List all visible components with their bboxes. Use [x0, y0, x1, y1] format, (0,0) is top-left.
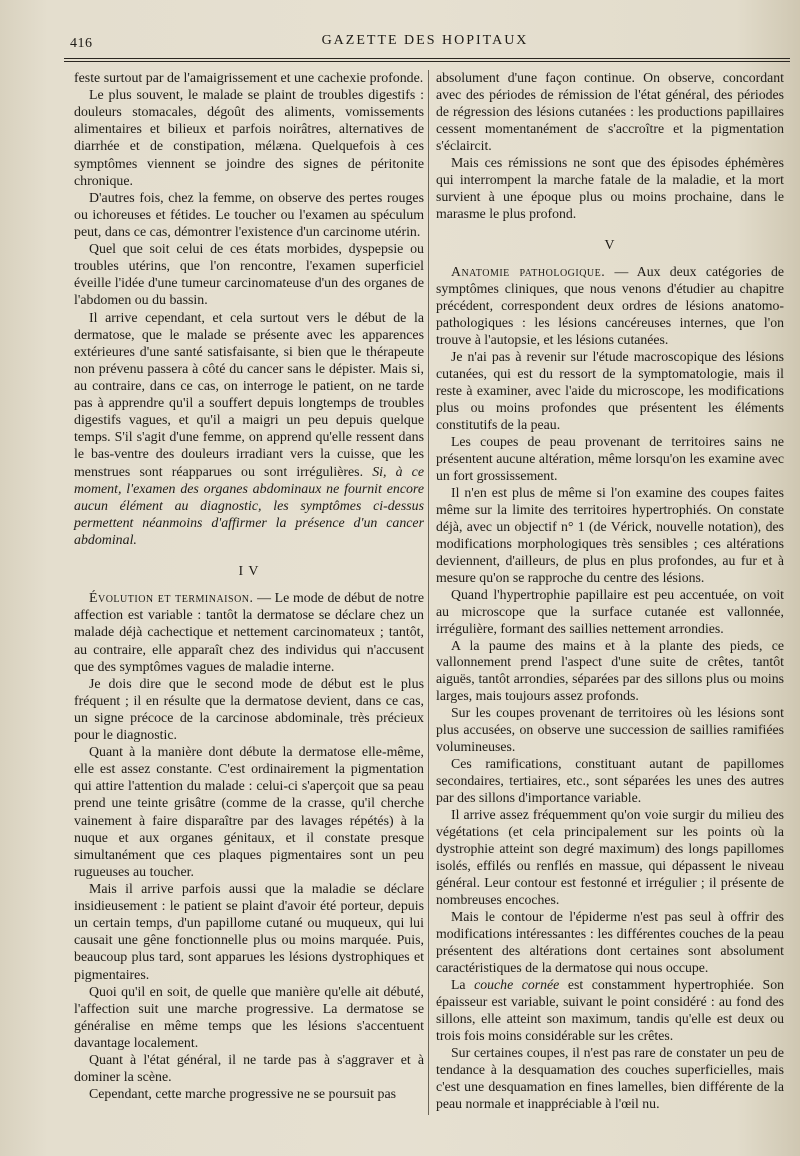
paragraph — [74, 310, 424, 550]
paragraph-text: — Aux deux catégories de symptômes cliniques, que nous venons d'étudier au chapitre précédent, correspondent deux ordres de lésions anatomo-pathologiques : les lésions cancéreuses internes, que l'on trouve à l'autopsie, et les lésions cutanées. — [436, 263, 785, 347]
paragraph: Je dois dire que le second mode de début est le plus fréquent ; il en résulte que la dermatose devient, dans ce cas, un signe précoce de la carcinose abdominale, très précieux pour le diagnostic. — [74, 676, 424, 744]
paragraph: Il n'en est plus de même si l'on examine des coupes faites même sur la limite des territoires hypertrophiés. On constate déjà, avec un objectif n° 1 (de Vérick, nouvelle notation), des modifications morphologiques très sensibles ; ces altérations deviennent, d'ailleurs, de plus en plus profondes, au fur et à mesure qu'on se rapproche du centre des lésions. — [436, 484, 784, 585]
paragraph: Mais ces rémissions ne sont que des épisodes éphémères qui interrompent la marche fatale de la maladie, et la mort survient à une époque plus ou moins prochaine, dans le marasme le plus profond. — [436, 154, 784, 221]
paragraph: Je n'ai pas à revenir sur l'étude macroscopique des lésions cutanées, qui est du ressort de la symptomatologie, mais il reste à examiner, avec l'aide du microscope, les modifications plus ou moins profondes que présentent les éléments constitutifs de la peau. — [436, 348, 784, 432]
paragraph: Le plus souvent, le malade se plaint de troubles digestifs : douleurs stomacales, dégoût des aliments, vomissements alimentaires et bilieux et parfois noirâtres, alternatives de diarrhée et de constipation, mélæna. Quelquefois à ces symptômes viennent se joindre des signes de péritonite chronique. — [74, 88, 424, 189]
paragraph: Mais il arrive parfois aussi que la maladie se déclare insidieusement : le patient se plaint d'avoir été porteur, depuis un certain temps, d'un papillome cutané ou muqueux, qui lui causait une gêne fonctionnelle plus ou moins marquée. Puis, beaucoup plus tard, sont apparues les lésions dystrophiques et pigmentaires. — [74, 882, 424, 983]
paragraph: A la paume des mains et à la plante des pieds, ce vallonnement prend l'aspect d'une suite de crêtes, tantôt aiguës, tantôt arrondies, séparées par des sillons plus ou moins larges, mais toujours assez profonds. — [436, 637, 784, 704]
right-column — [436, 70, 784, 1113]
paragraph: Quant à l'état général, il ne tarde pas à s'aggraver et à dominer la scène. — [74, 1053, 424, 1086]
paragraph-text: — Le mode de début de notre affection est variable : tantôt la dermatose se déclare chez un malade déjà cachectique et nettement carcinomateux ; tantôt, au contraire, elle apparaît chez des individus qui n'accusent que des symptômes vagues de maladie interne. — [74, 591, 424, 675]
paragraph: Cependant, cette marche progressive ne se poursuit pas — [89, 1087, 397, 1103]
italic-text: couche cornée — [474, 977, 560, 993]
paragraph: feste surtout par de l'amaigrissement et une cachexie profonde. — [74, 71, 424, 86]
section-heading: Anatomie pathologique. — [451, 263, 606, 279]
paragraph: Ces ramifications, constituant autant de papillomes secondaires, tertiaires, etc., sont séparées les unes des autres par des sillons d'importance variable. — [436, 756, 784, 806]
paragraph — [74, 590, 424, 676]
section-heading: Évolution et terminaison. — [89, 591, 254, 607]
paragraph: Mais le contour de l'épiderme n'est pas seul à offrir des modifications intéressantes : les différentes couches de la peau présentent des altérations dont certaines sont absolument caractéristiques de la dermatose qui nous occupe. — [436, 909, 784, 976]
section-number: I V — [238, 564, 260, 580]
paragraph: D'autres fois, chez la femme, on observe des pertes rouges ou ichoreuses et fétides. Le toucher ou l'examen au spéculum peut, dans ce cas, démontrer l'existence d'un carcinome utérin. — [74, 190, 424, 240]
left-column — [74, 70, 424, 1103]
paragraph: Quant à la manière dont débute la dermatose elle-même, elle est assez constante. C'est ordinairement la pigmentation qui attire l'attention du malade : celui-ci s'aperçoit que sa peau prend une teinte grisâtre (comme de la crasse, qu'il cherche vainement à faire disparaître par des lavages répétés) à la nuque et aux organes génitaux, et il constate presque simultanément que ces plaques pigmentaires sont un peu rugueuses au toucher. — [74, 745, 424, 880]
journal-title: GAZETTE DES HOPITAUX — [321, 33, 529, 48]
page-number: 416 — [70, 36, 93, 51]
paragraph: Quoi qu'il en soit, de quelle que manière qu'elle ait débuté, l'affection suit une marche progressive. La dermatose se généralise en même temps que les lésions s'accentuent davantage localement. — [74, 984, 424, 1052]
paragraph — [436, 264, 784, 349]
section-number: V — [604, 236, 616, 252]
paragraph-text: est constamment hypertrophiée. Son épaisseur est variable, suivant le point considéré : au fond des sillons, elle atteint son maximum, tandis qu'elle est deux ou trois fois moins considérable sur les crêtes. — [436, 977, 785, 1044]
paragraph: Quel que soit celui de ces états morbides, dyspepsie ou troubles utérins, que l'on rencontre, l'examen superficiel éveille l'idée d'une tumeur carcinomateuse d'un des organes de l'abdomen ou du bassin. — [74, 242, 424, 309]
page-header — [60, 30, 790, 56]
column-divider — [428, 70, 429, 1115]
paragraph: Quand l'hypertrophie papillaire est peu accentuée, on voit au microscope que la surface cutanée est vallonnée, irrégulière, formant des saillies nettement arrondies. — [436, 586, 784, 636]
paragraph: Sur certaines coupes, il n'est pas rare de constater un peu de tendance à la desquamation des couches superficielles, mais c'est une desquamation en fines lamelles, bien différente de la peau normale et inappréciable à l'œil nu. — [436, 1045, 784, 1112]
italic-text: Si, à ce moment, l'examen des organes abdominaux ne fournit encore aucun élément au diagnostic, les symptômes ci-dessus permettent néanmoins d'affirmer la présence d'un cancer abdominal. — [74, 464, 424, 548]
paragraph: Les coupes de peau provenant de territoires sains ne présentent aucune altération, même lorsqu'on les examine avec un fort grossissement. — [436, 433, 784, 483]
paragraph-text: Il arrive cependant, et cela surtout vers le début de la dermatose, que le malade se présente avec les apparences extérieures d'une santé satisfaisante, si bien que le thérapeute non prévenu passera à côté du cancer sans le dépister. Mais si, au contraire, dans ce cas, on interroge le patient, on ne tarde pas à apprendre qu'il a souffert depuis longtemps de troubles digestifs vagues, et qu'il a maigri un peu depuis quelque temps. S'il s'agit d'une femme, on apprend qu'elle ressent dans le bas-ventre des douleurs irradiant vers la cuisse, que les menstrues sont réapparues ou sont irrégulières. — [74, 310, 424, 480]
paragraph: Sur les coupes provenant de territoires où les lésions sont plus accusées, on observe une succession de saillies ramifiées volumineuses. — [436, 705, 784, 755]
paragraph: absolument d'une façon continue. On observe, concordant avec des périodes de rémission de l'état général, des périodes de régression des lésions cutanées : les productions papillaires cessent momentanément de s'accroître et la pigmentation s'éclaircit. — [436, 70, 784, 153]
paragraph — [436, 977, 784, 1045]
header-rule — [64, 58, 790, 62]
paragraph-text: La — [451, 977, 466, 993]
paragraph: Il arrive assez fréquemment qu'on voie surgir du milieu des végétations (et cela principalement sur les points où la dystrophie atteint son degré maximum) des longs papillomes isolés, effilés ou renflés en massue, qui dépassent le niveau général. Leur contour est festonné et irrégulier ; il présente de nombreuses encoches. — [436, 807, 784, 908]
